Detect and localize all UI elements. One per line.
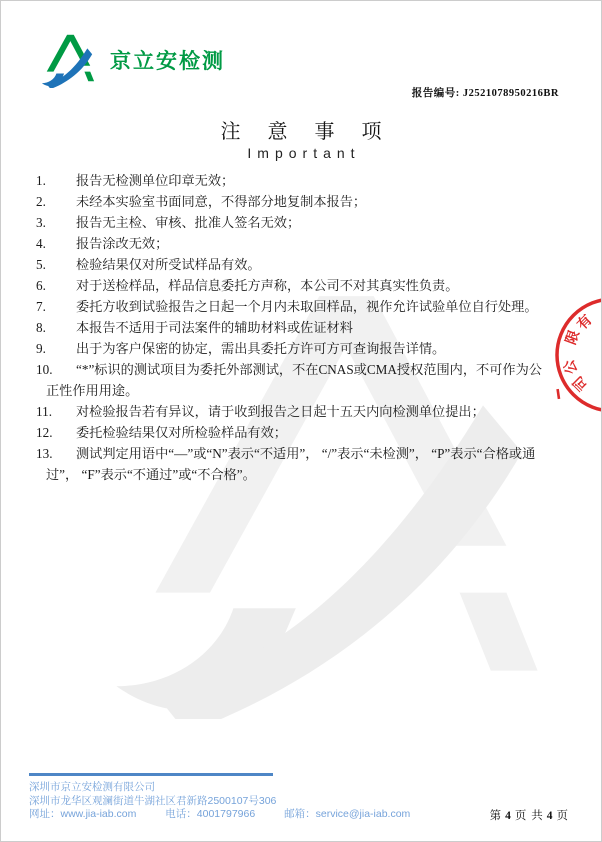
note-item <box>1 170 549 191</box>
footer-phone: 电话：4001797966 <box>165 808 256 820</box>
note-text: 委托方收到试验报告之日起一个月内未取回样品，视作允许试验单位自行处理。 <box>76 299 538 314</box>
note-number: 9. <box>36 341 46 356</box>
notes-list <box>1 170 549 485</box>
note-item <box>1 422 549 443</box>
note-text: 测试判定用语中“—”或“N”表示“不适用”， “/”表示“未检测”， “P”表示“合格或通过”， “F”表示“不通过”或“不合格”。 <box>46 446 536 482</box>
note-text: 出于为客户保密的协定，需出具委托方许可方可查询报告详情。 <box>76 341 446 356</box>
note-number: 10. <box>36 362 53 377</box>
note-text: “*”标识的测试项目为委托外部测试，不在CNAS或CMA授权范围内，不可作为公正性作用用途。 <box>46 362 542 398</box>
page-title-zh: 注 意 事 项 <box>220 121 393 143</box>
red-seal-stamp-icon <box>547 293 602 418</box>
note-item <box>1 191 549 212</box>
note-text: 对于送检样品，样品信息委托方声称，本公司不对其真实性负责。 <box>76 278 459 293</box>
brand-name: 京立安检测 <box>110 50 225 73</box>
note-text: 报告涂改无效； <box>76 236 169 251</box>
footer-email: 邮箱：service@jia-iab.com <box>284 808 411 820</box>
note-item <box>1 233 549 254</box>
note-number: 13. <box>36 446 53 461</box>
note-item <box>1 254 549 275</box>
report-number: 报告编号: J2521078950216BR <box>411 88 559 99</box>
stamp-char: 公 <box>561 357 581 376</box>
footer-website: 网址：www.jia-iab.com <box>29 808 137 820</box>
note-item <box>1 359 549 401</box>
note-text: 本报告不适用于司法案件的辅助材料或佐证材料 <box>76 320 353 335</box>
note-text: 报告无主检、审核、批准人签名无效； <box>76 215 301 230</box>
footer-divider-bar <box>29 773 273 776</box>
phone-number: 4001797966 <box>196 808 256 820</box>
note-number: 11. <box>36 404 52 419</box>
note-item <box>1 275 549 296</box>
page-number: 第 4 页 共 4 页 <box>489 810 569 822</box>
email-link[interactable]: service@jia-iab.com <box>315 808 411 820</box>
note-number: 5. <box>36 257 46 272</box>
jla-logo-icon <box>39 32 97 88</box>
note-text: 报告无检测单位印章无效； <box>76 173 235 188</box>
note-number: 2. <box>36 194 46 209</box>
stamp-char: 司 <box>570 372 592 394</box>
note-number: 6. <box>36 278 46 293</box>
note-item <box>1 317 549 338</box>
note-item <box>1 443 549 485</box>
note-item <box>1 212 549 233</box>
total-page-number: 4 <box>546 810 554 822</box>
note-number: 8. <box>36 320 46 335</box>
note-number: 4. <box>36 236 46 251</box>
note-number: 7. <box>36 299 46 314</box>
note-text: 未经本实验室书面同意，不得部分地复制本报告； <box>76 194 367 209</box>
note-item <box>1 338 549 359</box>
note-item <box>1 296 549 317</box>
stamp-char: 有 <box>574 312 596 334</box>
note-text: 对检验报告若有异议，请于收到报告之日起十五天内向检测单位提出； <box>76 404 485 419</box>
footer-address: 深圳市龙华区观澜街道牛湖社区君新路2500107号306 <box>29 794 277 807</box>
footer <box>29 781 436 822</box>
note-text: 检验结果仅对所受试样品有效。 <box>76 257 261 272</box>
current-page-number: 4 <box>505 810 512 822</box>
note-number: 1. <box>36 173 46 188</box>
note-number: 3. <box>36 215 46 230</box>
header <box>39 32 225 88</box>
note-text: 委托检验结果仅对所检验样品有效； <box>76 425 287 440</box>
footer-company: 深圳市京立安检测有限公司 <box>29 781 155 793</box>
page-title-en: Important <box>247 145 361 161</box>
footer-contacts <box>29 808 436 822</box>
website-link[interactable]: www.jia-iab.com <box>60 808 137 820</box>
note-item <box>1 401 549 422</box>
stamp-char: 限 <box>563 328 583 347</box>
note-number: 12. <box>36 425 53 440</box>
